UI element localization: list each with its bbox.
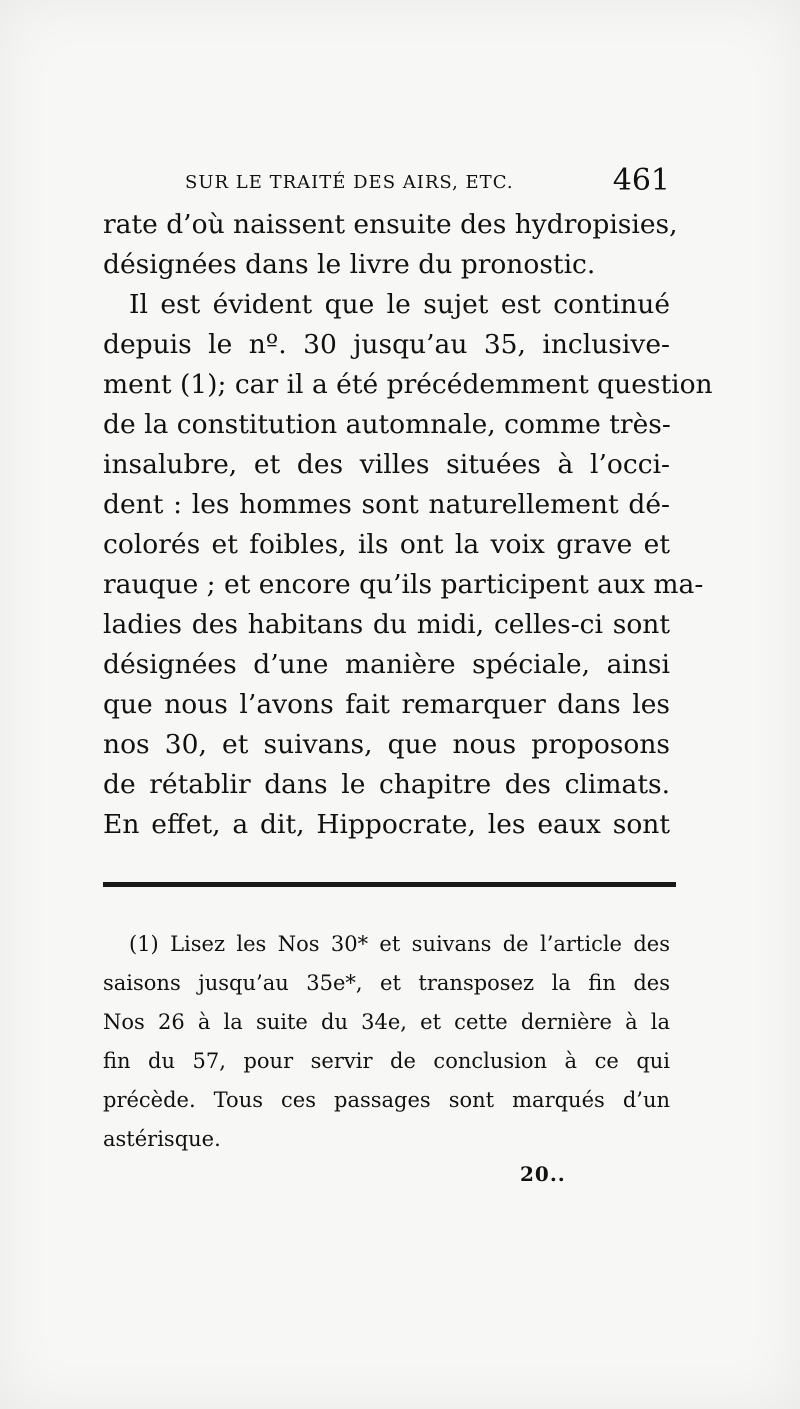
body-line: colorés et foibles, ils ont la voix grave et [103,529,670,560]
body-line: depuis le nº. 30 jusqu’au 35, inclusive- [103,329,670,360]
body-line: dent : les hommes sont naturellement dé- [103,489,670,520]
footnote-line: précède. Tous ces passages sont marqués d’un [103,1088,670,1112]
footnote-line: saisons jusqu’au 35e*, et transposez la fin des [103,971,670,995]
page-number: 461 [612,163,670,198]
footnote-line: (1) Lisez les Nos 30* et suivans de l’article des [129,932,670,956]
footnote-line: fin du 57, pour servir de conclusion à ce qui [103,1049,670,1073]
body-text [103,205,713,845]
signature-mark: 20.. [520,1162,566,1186]
body-line: de rétablir dans le chapitre des climats. [103,769,670,800]
body-line: rate d’où naissent ensuite des hydropisies, [103,209,678,240]
footnote-separator-rule [103,882,676,887]
body-line: de la constitution automnale, comme très- [103,409,671,440]
body-line: que nous l’avons fait remarquer dans les [103,689,670,720]
body-line: désignées d’une manière spéciale, ainsi [103,649,670,680]
footnote-line: Nos 26 à la suite du 34e, et cette dernière à la [103,1010,670,1034]
body-line: nos 30, et suivans, que nous proposons [103,729,670,760]
footnote-line: astérisque. [103,1127,221,1151]
running-head [185,152,670,196]
body-line: ladies des habitans du midi, celles-ci sont [103,609,670,640]
body-line: En effet, a dit, Hippocrate, les eaux sont [103,809,670,840]
body-line: désignées dans le livre du pronostic. [103,249,596,280]
running-title: SUR LE TRAITÉ DES AIRS, ETC. [185,172,514,193]
body-line: insalubre, et des villes situées à l’occi- [103,449,670,480]
body-line: Il est évident que le sujet est continué [129,289,670,320]
footnote [103,925,670,1159]
body-line: rauque ; et encore qu’ils participent aux ma- [103,569,704,600]
body-line: ment (1); car il a été précédemment question [103,369,713,400]
